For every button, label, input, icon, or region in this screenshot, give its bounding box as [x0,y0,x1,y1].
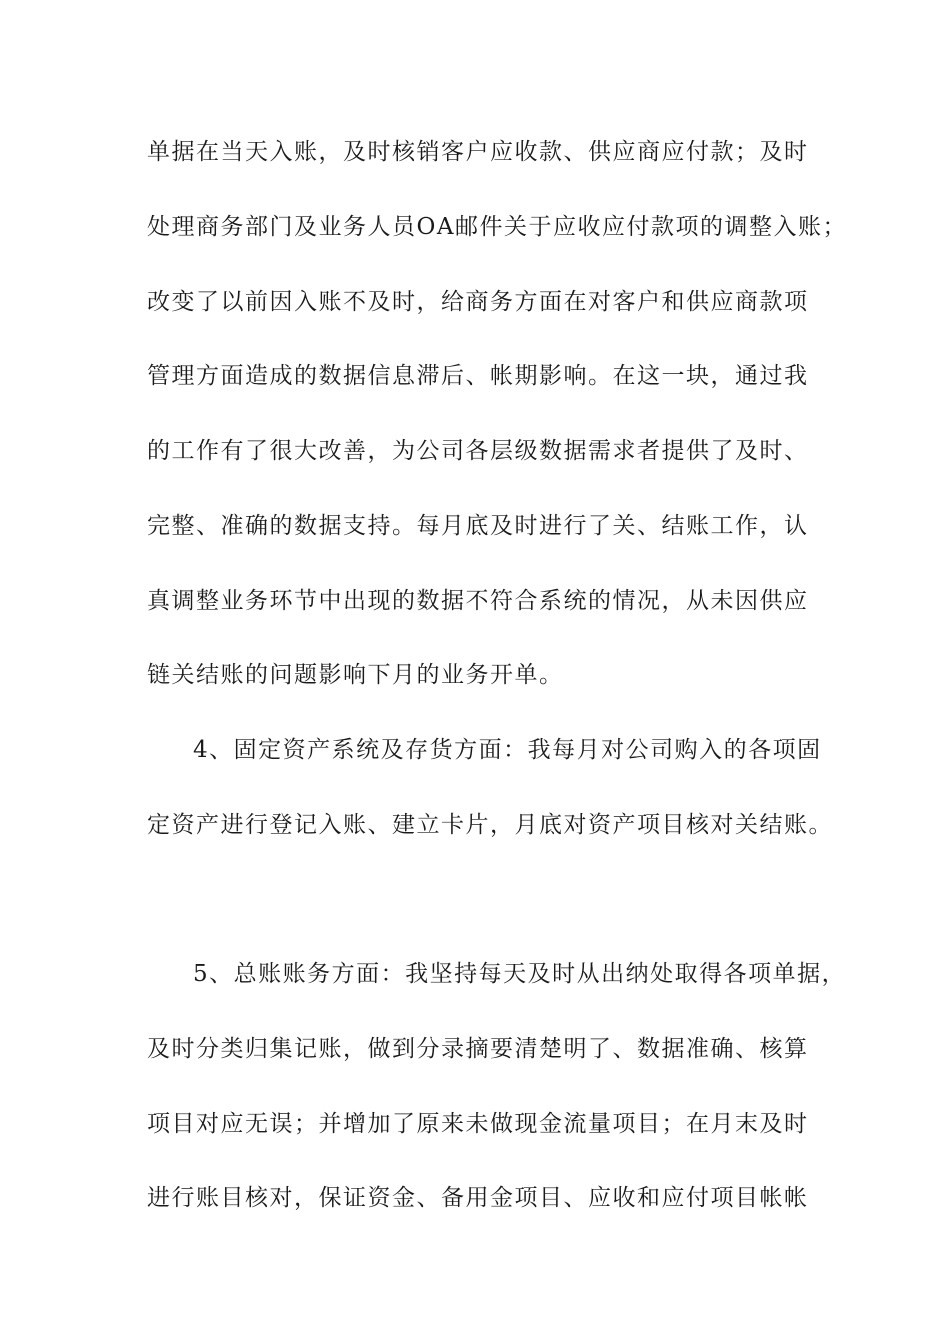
paragraph-line: 单据在当天入账，及时核销客户应收款、供应商应付款；及时 [147,139,809,165]
paragraph-line: 完整、准确的数据支持。每月底及时进行了关、结账工作，认 [147,513,809,539]
paragraph-line: 进行账目核对，保证资金、备用金项目、应收和应付项目帐帐 [147,1185,809,1211]
section-4-first-line: 4、固定资产系统及存货方面：我每月对公司购入的各项固 [193,737,822,763]
paragraph-line: 改变了以前因入账不及时，给商务方面在对客户和供应商款项 [147,289,809,315]
paragraph-line: 链关结账的问题影响下月的业务开单。 [147,662,564,688]
paragraph-line: 真调整业务环节中出现的数据不符合系统的情况，从未因供应 [147,588,809,614]
paragraph-line: 定资产进行登记入账、建立卡片，月底对资产项目核对关结账。 [147,812,833,838]
paragraph-line: 及时分类归集记账，做到分录摘要清楚明了、数据准确、核算 [147,1036,809,1062]
paragraph-line: 项目对应无误；并增加了原来未做现金流量项目；在月末及时 [147,1111,809,1137]
paragraph-line: 的工作有了很大改善，为公司各层级数据需求者提供了及时、 [147,438,809,464]
section-5-first-line: 5、总账账务方面：我坚持每天及时从出纳处取得各项单据， [193,961,847,987]
paragraph-line: 管理方面造成的数据信息滞后、帐期影响。在这一块，通过我 [147,363,809,389]
paragraph-line: 处理商务部门及业务人员OA邮件关于应收应付款项的调整入账； [147,214,847,240]
